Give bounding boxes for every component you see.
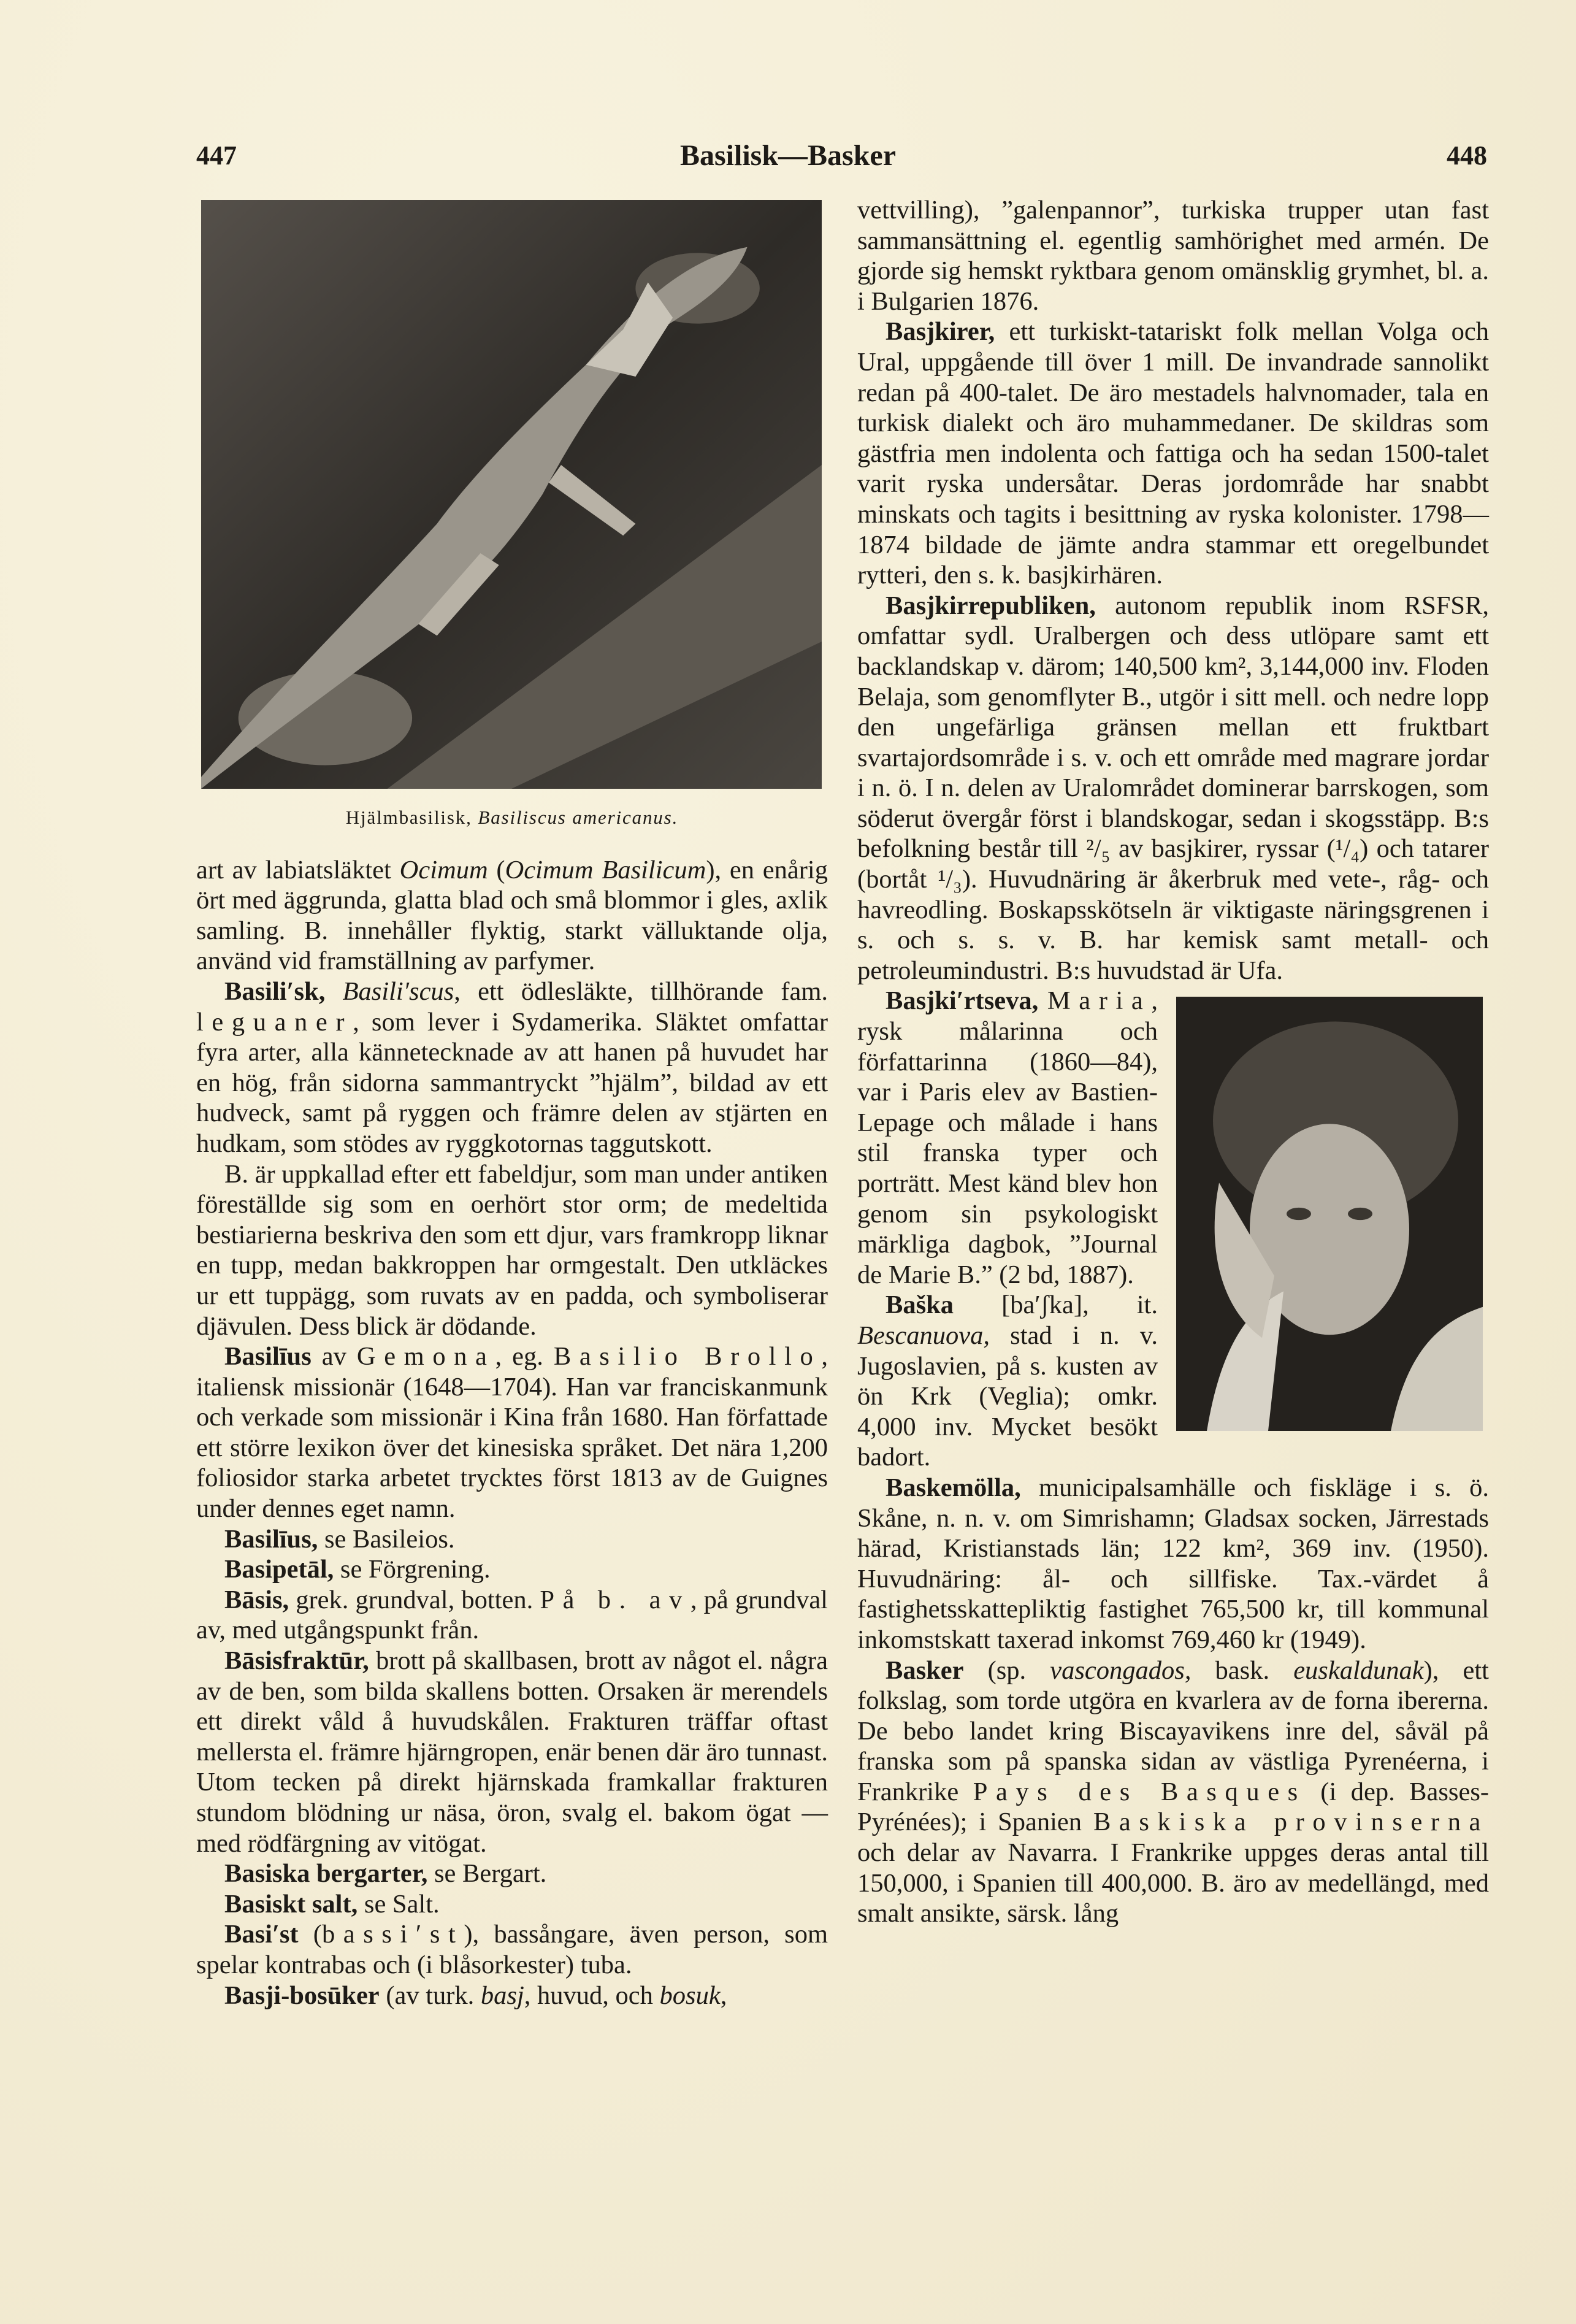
entry-text: vettvilling), ”galenpannor”, turkiska trupper utan fast sammansättning el. egentlig samhörighet med armén. De gjorde sig hemskt ryktbara genom omänsklig grymhet, bl. a. i Bulgarien 1876. [857, 196, 1489, 316]
page-number-left: 447 [196, 140, 237, 171]
entry-paragraph [857, 591, 1489, 986]
left-entries [196, 855, 828, 2011]
caption-text: Hjälmbasilisk, [345, 807, 478, 828]
entry-text: ), bassångare, även person, som spelar kontrabas och (i blåsorkester) tuba. [196, 1920, 828, 1979]
entry-paragraph [196, 1646, 828, 1858]
entry-paragraph [196, 1159, 828, 1342]
entry-headword: Bāsis, [224, 1585, 289, 1614]
italic-term: Basili′scus [342, 976, 454, 1006]
entry-headword: Basilīus, [224, 1524, 318, 1554]
spaced-name: Baskiska provinserna [1093, 1808, 1490, 1837]
entry-text: ), en enårig ört med äggrunda, glatta blad och små blommor i gles, axlik samling. B. innehåller flyktig, starkt välluktande olja, använd vid framställning av parfymer. [196, 855, 828, 976]
page-number-right: 448 [1447, 140, 1487, 171]
entry-text: municipalsamhälle och fiskläge i s. ö. Skåne, n. n. v. om Simrishamn; Gladsax socken, Järrestads härad, Kristianstads län; 122 km², 369 inv. (1950). Huvudnäring: ål- och sillfiske. Tax.-värdet å fastighetsskattepliktig fastighet 765,500 kr, till kommunal inkomstskatt taxerad inkomst 769,460 kr (1949). [857, 1473, 1489, 1654]
lizard-caption [196, 802, 828, 833]
left-column [196, 195, 828, 2011]
italic-term: vascongados, [1050, 1655, 1192, 1685]
entry-text: ( [298, 1920, 322, 1949]
entry-text: , på grundval av, med utgångspunkt från. [196, 1585, 828, 1645]
entry-text: , rysk målarinna och författarinna (1860—84), var i Paris elev av Bastien-Lepage och målade i hans stil franska typer och porträtt. Mest känd blev hon genom sin psykologiskt märkliga dagbok, ”Journal de Marie B.” (2 bd, 1887). [857, 986, 1158, 1289]
portrait-photo-basjkirtseva [1176, 997, 1483, 1431]
spaced-name: Gemona [356, 1342, 495, 1371]
entry-text: autonom republik inom RSFSR, omfattar sydl. Uralbergen och dess utlöpare samt ett backlandskap v. därom; 140,500 km², 3,144,000 inv. Floden Belaja, som genomflyter B., utgör i sitt mell. och nedre lopp den ungefärliga gränsen mellan ett fruktbart svartajordsområde i s. v. och ett område med magrare jordar i n. ö. I n. delen av Uralområdet dominerar barrskogen, som söderut övergår först i blandskogar, sedan i skogsstäpp. B:s befolkning består till ²/₅ av basjkirer, ryssar (¹/₄) och tatarer (bortåt ¹/₃). Huvudnäring är åkerbruk med vete-, råg- och havreodling. Boskapsskötseln är viktigaste näringsgrenen i s. och s. s. v. B. har kemisk samt metall- och petroleumindustri. B:s huvudstad är Ufa. [857, 591, 1489, 985]
entry-text: se Förgrening. [334, 1555, 491, 1584]
italic-term: Ocimum Basilicum [505, 855, 706, 884]
entry-paragraph [857, 316, 1489, 590]
italic-term: basj [480, 1981, 524, 2010]
entry-text: (i dep. Basses-Pyrénées); i Spanien [857, 1777, 1490, 1837]
entry-headword: Basi′st [224, 1920, 299, 1949]
italic-term: Ocimum [399, 855, 488, 884]
entry-headword: Basjkirrepubliken, [886, 591, 1096, 620]
entry-text: stad i n. v. Jugoslavien, på s. kusten av ön Krk (Veglia); omkr. 4,000 inv. Mycket besökt badort. [857, 1321, 1158, 1472]
entry-text: , eg. [495, 1342, 554, 1371]
entry-paragraph [196, 1585, 828, 1646]
entry-text [1038, 986, 1047, 1015]
entry-text: B. är uppkallad efter ett fabeldjur, som man under antiken föreställde sig som en oerhört stor orm; de medeltida bestiarierna beskriva den som ett djur, vars framkropp liknar en tupp, medan bakkroppen har ormgestalt. Den utkläckes ur ett tuppägg, som ruvats av en padda, och symboliserar djävulen. Dess blick är dödande. [196, 1159, 828, 1341]
entry-headword: Bāsisfraktūr, [224, 1646, 369, 1676]
entry-headword: Basiska bergarter, [224, 1859, 428, 1889]
entry-text: [ba′ʃka], it. [954, 1290, 1158, 1320]
entry-text: ( [488, 855, 505, 884]
spaced-name: Basilio Brollo [553, 1342, 822, 1371]
entry-headword: Baskemölla, [886, 1473, 1021, 1502]
entry-text: , huvud, och [524, 1981, 660, 2010]
entry-paragraph [196, 1858, 828, 1889]
entry-headword: Basjkirer, [886, 317, 995, 347]
entry-text [325, 977, 342, 1006]
entry-text: av [311, 1342, 357, 1371]
entry-paragraph [857, 1473, 1489, 1655]
entry-paragraph [196, 1524, 828, 1555]
entry-text: se Bergart. [427, 1859, 547, 1889]
entry-headword: Basji-bosūker [224, 1981, 380, 2010]
entry-paragraph [196, 976, 828, 1159]
entry-text: grek. grundval, botten. [289, 1585, 540, 1614]
italic-term: euskaldunak [1293, 1655, 1424, 1685]
entry-headword: Basiskt salt, [224, 1889, 358, 1919]
spaced-name: Pays des Basques [973, 1777, 1306, 1806]
spaced-name: leguaner [196, 1007, 353, 1037]
italic-term: bosuk [659, 1981, 721, 2010]
entry-paragraph [196, 1919, 828, 1980]
entry-headword: Basker [886, 1655, 964, 1685]
lizard-photo [201, 200, 822, 789]
entry-text: , som lever i Sydamerika. Släktet omfattar fyra arter, alla kännetecknade av att hanen på huvudet har en hög, från sidorna sammantryckt ”hjälm”, bildad av ett hudveck, samt på ryggen och främre delen av stjärten en hudkam, som stödes av ryggkotornas taggutskott. [196, 1007, 828, 1158]
spaced-name: På b. av [540, 1585, 690, 1614]
entry-paragraph [196, 1554, 828, 1585]
entry-text: (av turk. [379, 1981, 481, 2010]
entry-text: (sp. [963, 1655, 1050, 1685]
running-head: Basilisk—Basker [679, 139, 897, 172]
spaced-name: Maria [1047, 986, 1152, 1016]
entry-headword: Basipetāl, [224, 1555, 334, 1584]
entry-headword: Baška [886, 1290, 954, 1320]
entry-paragraph [857, 1655, 1489, 1929]
entry-text: ett turkiskt-tatariskt folk mellan Volga och Ural, uppgående till över 1 mill. De invandrade sannolikt redan på 400-talet. De äro mestadels halvnomader, tala en turkisk dialekt och äro muhammedaner. De skildras som gästfria men indolenta och fattiga och ha sedan 1500-talet varit ryska undersåtar. Deras jordområde har snabbt minskats och tagits i besittning av ryska kolonister. 1798—1874 bildade de jämte andra stammar ett oregelbundet rytteri, den s. k. basjkirhären. [857, 317, 1489, 590]
entry-text: se Basileios. [318, 1524, 455, 1554]
entry-text: och delar av Navarra. I Frankrike uppges deras antal till 150,000, i Spanien till 400,000. B. äro av medellängd, med smalt ansikte, särsk. lång [857, 1838, 1489, 1928]
entry-text: art av labiatsläktet [196, 855, 400, 884]
right-entries-top [857, 195, 1489, 986]
entry-text: , italiensk missionär (1648—1704). Han var franciskanmunk och verkade som missionär i Kina från 1680. Han författade ett större lexikon över det kinesiska språket. Det nära 1,200 foliosidor starka arbetet trycktes först 1813 av de Guignes under dennes eget namn. [196, 1342, 828, 1524]
entry-text: , [720, 1981, 727, 2010]
entry-text: ), ett folkslag, som torde utgöra en kvarlera av de forna ibererna. De bebo landet kring Biscayavikens inre del, såväl på franska som på spanska sidan av västliga Pyrenéerna, i Frankrike [857, 1655, 1489, 1806]
right-column [857, 195, 1489, 1929]
entry-headword: Basjki′rtseva, [886, 986, 1039, 1016]
entry-text: , ett ödlesläkte, tillhörande fam. [454, 976, 828, 1006]
italic-term: Bescanuova, [857, 1321, 990, 1350]
entry-text: bask. [1191, 1655, 1294, 1685]
entry-paragraph [857, 195, 1489, 316]
entry-paragraph [196, 1981, 828, 2011]
entry-headword: Basilīus [224, 1342, 312, 1371]
entry-paragraph [196, 855, 828, 976]
entry-headword: Basili′sk, [224, 976, 326, 1006]
caption-species: Basiliscus americanus. [478, 807, 679, 828]
spaced-name: bassi′st [321, 1920, 464, 1949]
entry-text: brott på skallbasen, brott av något el. några av de ben, som bilda skallens botten. Orsaken är merendels ett direkt våld å huvudskålen. Frakturen träffar oftast mellersta el. främre hjärngropen, enär benen där äro tunnast. Utom tecken på direkt hjärnskada framkallar frakturen stundom blödning ur näsa, öron, svalg el. bakom ögat — med rödfärgning av vitögat. [196, 1646, 828, 1858]
entry-paragraph [196, 1341, 828, 1524]
entry-paragraph [196, 1889, 828, 1920]
entry-text: se Salt. [358, 1889, 440, 1919]
